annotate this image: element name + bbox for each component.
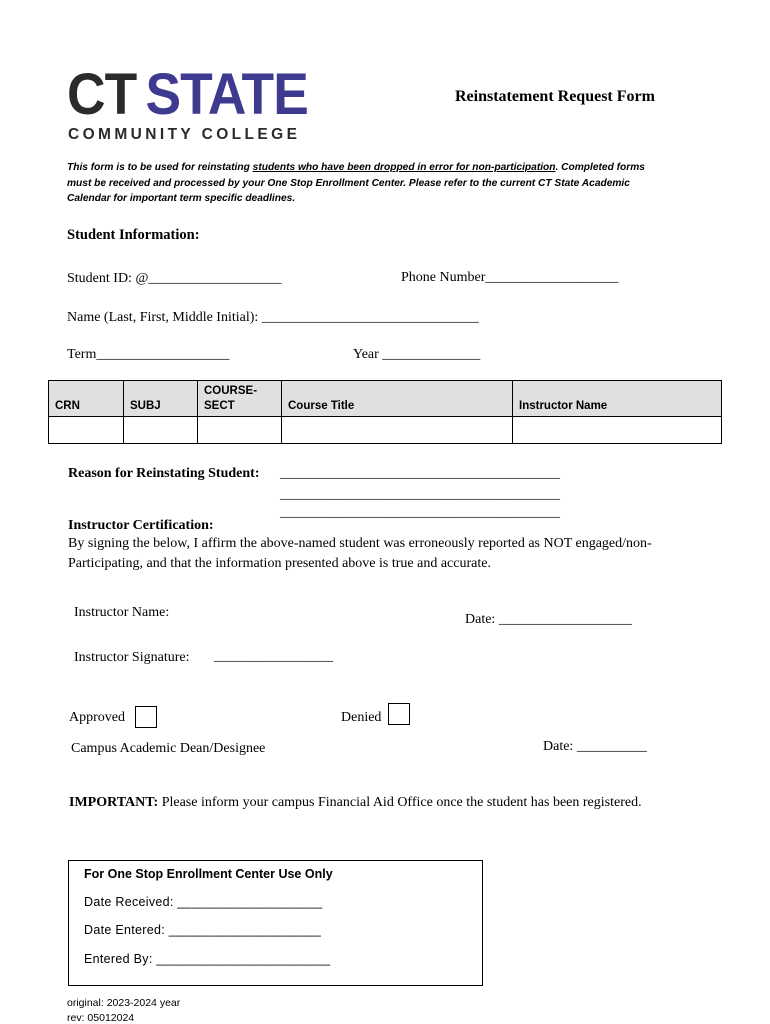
crn-cell[interactable] xyxy=(49,417,124,444)
office-use-title: For One Stop Enrollment Center Use Only xyxy=(84,867,333,881)
header-crn: CRN xyxy=(49,381,124,417)
phone-number-field[interactable]: Phone Number___________________ xyxy=(401,270,619,285)
header-subj: SUBJ xyxy=(124,381,198,417)
instructor-signature-line[interactable]: _________________ xyxy=(214,649,333,664)
header-course-sect: COURSE- SECT xyxy=(198,381,282,417)
intro-underlined: students who have been dropped in error for non-participation xyxy=(252,162,556,173)
course-table xyxy=(48,380,722,444)
date-entered-field[interactable]: Date Entered: _____________________ xyxy=(84,923,322,937)
college-logo xyxy=(67,62,308,127)
student-info-heading: Student Information: xyxy=(67,227,200,243)
instructor-signature-label: Instructor Signature: xyxy=(74,650,190,665)
course-sect-cell[interactable] xyxy=(198,417,282,444)
table-row xyxy=(49,417,722,444)
important-notice xyxy=(69,795,642,811)
logo-state: STATE xyxy=(145,62,308,127)
reason-line-2[interactable]: ________________________________________ xyxy=(280,487,560,502)
instructor-date-field[interactable]: Date: ___________________ xyxy=(465,612,632,627)
date-received-field[interactable]: Date Received: ____________________ xyxy=(84,895,323,909)
instructor-name-label: Instructor Name: xyxy=(74,605,170,620)
reason-label: Reason for Reinstating Student: xyxy=(68,466,260,481)
office-use-box xyxy=(68,860,483,986)
approved-checkbox[interactable] xyxy=(135,706,157,728)
header-course-title: Course Title xyxy=(282,381,513,417)
intro-text xyxy=(67,160,667,207)
certification-heading: Instructor Certification: xyxy=(68,518,214,533)
intro-part1: This form is to be used for reinstating xyxy=(67,162,253,173)
footer-original: original: 2023-2024 year xyxy=(67,997,181,1009)
denied-checkbox[interactable] xyxy=(388,703,410,725)
header-instructor-name: Instructor Name xyxy=(513,381,722,417)
important-label: IMPORTANT: xyxy=(69,795,159,810)
certification-line-2: Participating, and that the information presented above is true and accurate. xyxy=(68,556,491,571)
subj-cell[interactable] xyxy=(124,417,198,444)
certification-line-1: By signing the below, I affirm the above-named student was erroneously reported as NOT engaged/non- xyxy=(68,536,652,551)
footer-revision: rev: 05012024 xyxy=(67,1012,135,1024)
dean-designee-label: Campus Academic Dean/Designee xyxy=(71,741,266,756)
logo-subtitle: COMMUNITY COLLEGE xyxy=(68,126,301,143)
student-name-field[interactable]: Name (Last, First, Middle Initial): _______________________________ xyxy=(67,310,479,325)
year-field[interactable]: Year ______________ xyxy=(353,347,481,362)
reason-line-3[interactable]: ________________________________________ xyxy=(280,505,560,520)
form-title: Reinstatement Request Form xyxy=(455,88,655,105)
logo-ct: CT xyxy=(67,62,137,127)
important-text: Please inform your campus Financial Aid Office once the student has been registered. xyxy=(158,795,642,810)
intro-part2: . Completed forms must be received and processed by your One Stop Enrollment Center. Please refer to the current CT State Academic Calendar for important term specific deadlines. xyxy=(67,162,645,204)
term-field[interactable]: Term___________________ xyxy=(67,347,230,362)
reason-line-1[interactable]: ________________________________________ xyxy=(280,466,560,481)
instructor-name-cell[interactable] xyxy=(513,417,722,444)
entered-by-field[interactable]: Entered By: ________________________ xyxy=(84,952,331,966)
student-id-field[interactable]: Student ID: @___________________ xyxy=(67,271,282,286)
course-table-header xyxy=(49,381,722,417)
approved-label: Approved xyxy=(69,710,125,725)
denied-label: Denied xyxy=(341,710,382,725)
dean-date-field[interactable]: Date: __________ xyxy=(543,739,647,754)
course-title-cell[interactable] xyxy=(282,417,513,444)
